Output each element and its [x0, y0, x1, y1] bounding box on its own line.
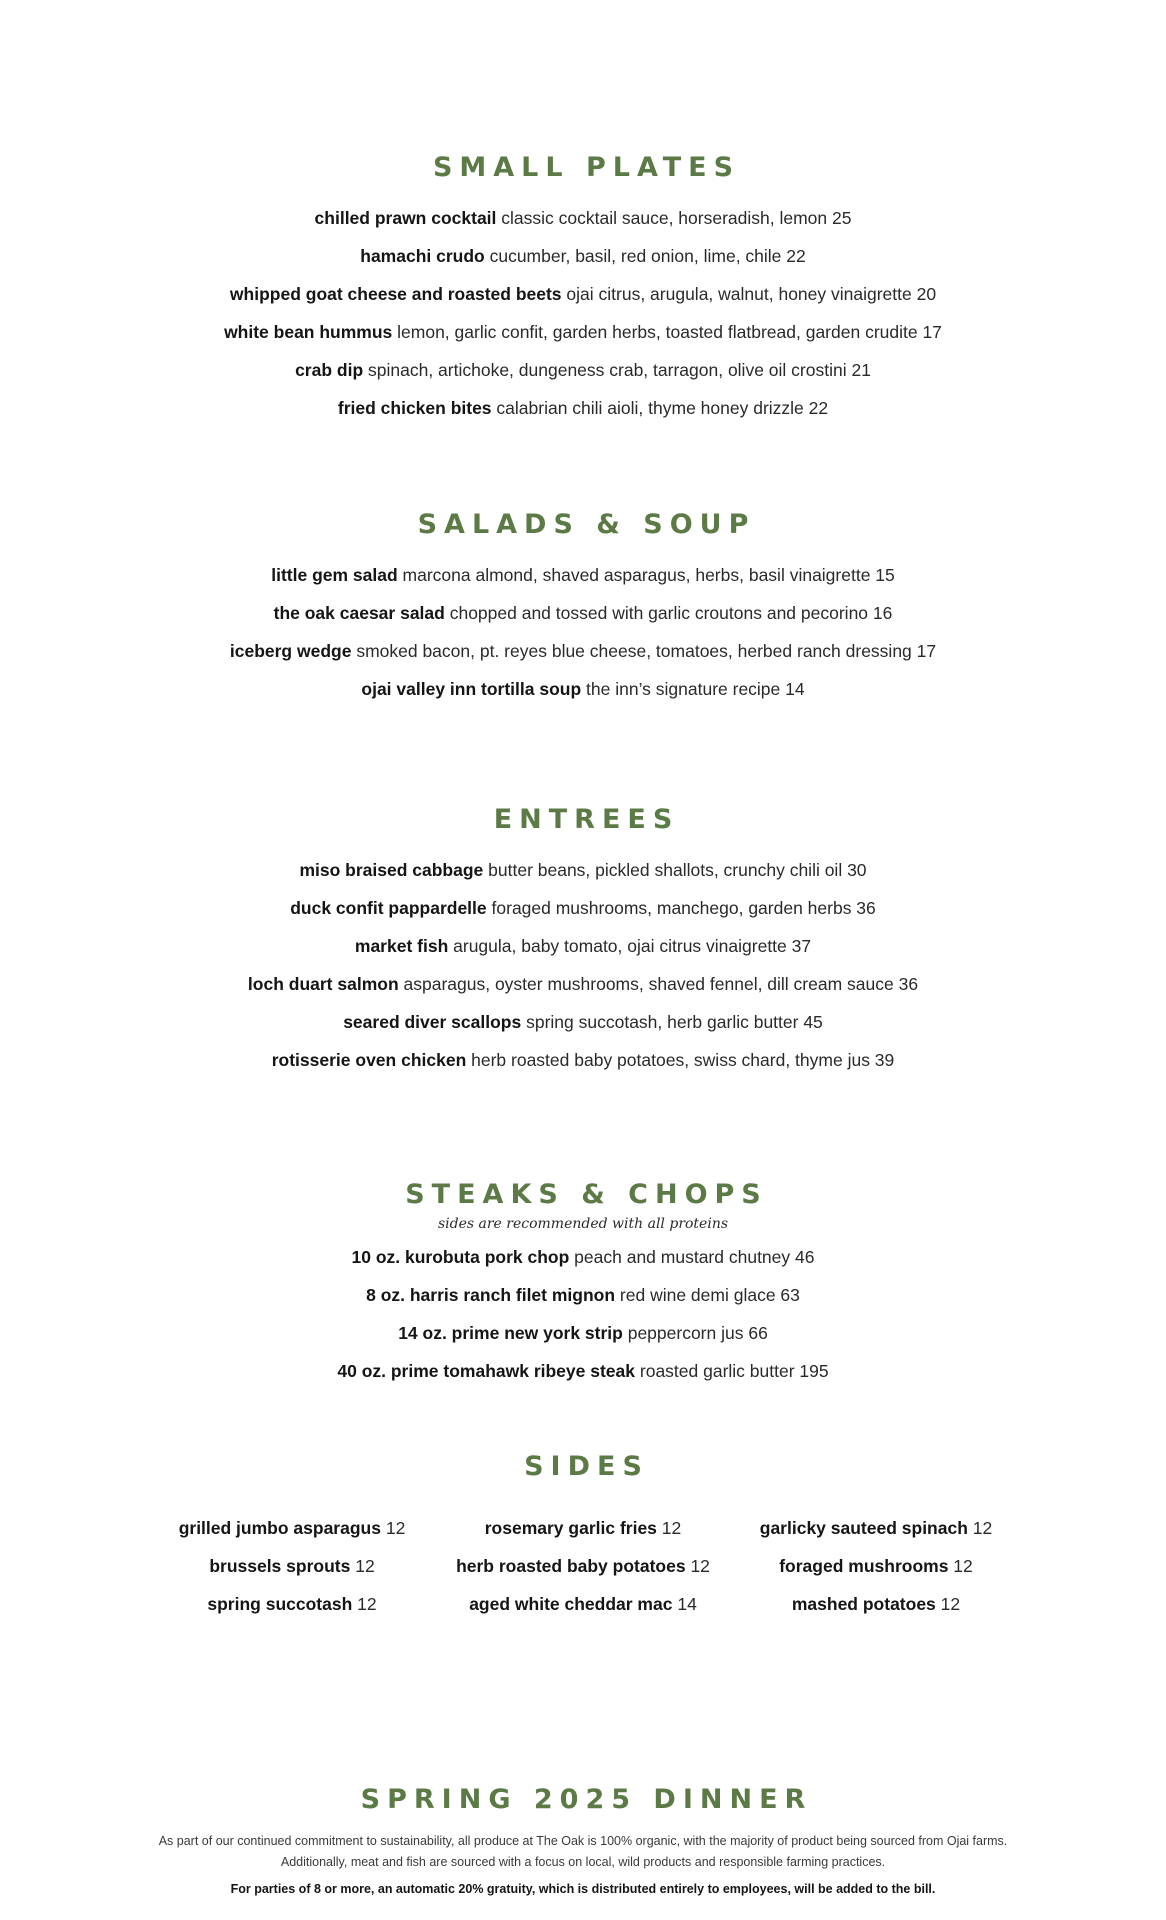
item-description: butter beans, pickled shallots, crunchy chili oil 30	[483, 860, 867, 880]
item-description: classic cocktail sauce, horseradish, lemon 25	[496, 208, 852, 228]
item-name: grilled jumbo asparagus	[178, 1518, 381, 1538]
section-steaks-chops	[0, 1178, 1166, 1390]
item-name: spring succotash	[207, 1594, 353, 1614]
item-description: arugula, baby tomato, ojai citrus vinaigrette 37	[448, 936, 812, 956]
menu-item	[0, 632, 1166, 670]
item-name: herb roasted baby potatoes	[456, 1556, 686, 1576]
item-price: 12	[380, 1518, 406, 1538]
menu-item	[0, 670, 1166, 708]
item-name: little gem salad	[271, 565, 398, 585]
menu-item	[0, 556, 1166, 594]
menu-item	[0, 594, 1166, 632]
item-price: 12	[350, 1556, 375, 1576]
item-name: 8 oz. harris ranch filet mignon	[366, 1285, 616, 1305]
section-note: sides are recommended with all proteins	[437, 1216, 729, 1232]
entrees-items	[0, 851, 1166, 1079]
item-price: 12	[948, 1556, 973, 1576]
menu-item	[0, 275, 1166, 313]
side-item	[433, 1585, 733, 1623]
item-description: marcona almond, shaved asparagus, herbs, basil vinaigrette 15	[397, 565, 895, 585]
item-description: red wine demi glace 63	[615, 1285, 800, 1305]
section-title-steaks-chops: STEAKS & CHOPS	[405, 1179, 768, 1210]
sustainability-note-line-2: Additionally, meat and fish are sourced with a focus on local, wild products and responsible farming practices.	[280, 1855, 886, 1869]
item-price: 12	[967, 1518, 993, 1538]
side-item	[726, 1585, 1026, 1623]
section-title-small-plates: SMALL PLATES	[432, 152, 741, 183]
side-item	[142, 1509, 442, 1547]
item-name: rotisserie oven chicken	[271, 1050, 467, 1070]
menu-item	[0, 237, 1166, 275]
side-item	[726, 1509, 1026, 1547]
item-name: aged white cheddar mac	[469, 1594, 673, 1614]
section-salads-soup	[0, 508, 1166, 708]
menu-item	[0, 927, 1166, 965]
sustainability-note-line-1: As part of our continued commitment to sustainability, all produce at The Oak is 100% organic, with the majority of product being sourced from Ojai farms.	[158, 1834, 1008, 1848]
item-description: roasted garlic butter 195	[635, 1361, 829, 1381]
item-name: mashed potatoes	[791, 1594, 936, 1614]
item-name: 14 oz. prime new york strip	[398, 1323, 623, 1343]
item-description: lemon, garlic confit, garden herbs, toasted flatbread, garden crudite 17	[392, 322, 942, 342]
menu-item	[0, 1238, 1166, 1276]
item-description: peppercorn jus 66	[622, 1323, 768, 1343]
item-price: 12	[352, 1594, 377, 1614]
item-name: hamachi crudo	[360, 246, 485, 266]
side-item	[433, 1547, 733, 1585]
item-description: foraged mushrooms, manchego, garden herbs 36	[486, 898, 876, 918]
menu-item	[0, 1041, 1166, 1079]
menu-item	[0, 1003, 1166, 1041]
menu-item	[0, 389, 1166, 427]
side-item	[433, 1509, 733, 1547]
menu-item	[0, 1314, 1166, 1352]
small-plates-items	[0, 199, 1166, 427]
sides-column-2	[433, 1509, 733, 1623]
item-name: white bean hummus	[224, 322, 393, 342]
item-name: 10 oz. kurobuta pork chop	[351, 1247, 570, 1267]
menu-item	[0, 851, 1166, 889]
item-description: asparagus, oyster mushrooms, shaved fennel, dill cream sauce 36	[398, 974, 919, 994]
menu-item	[0, 351, 1166, 389]
item-description: calabrian chili aioli, thyme honey drizzle 22	[491, 398, 829, 418]
section-title-salads-soup: SALADS & SOUP	[417, 509, 756, 540]
section-sides	[0, 1450, 1166, 1484]
item-name: ojai valley inn tortilla soup	[361, 679, 582, 699]
item-name: 40 oz. prime tomahawk ribeye steak	[337, 1361, 636, 1381]
item-name: rosemary garlic fries	[484, 1518, 657, 1538]
menu-item	[0, 313, 1166, 351]
menu-item	[0, 1276, 1166, 1314]
item-price: 12	[935, 1594, 961, 1614]
item-name: chilled prawn cocktail	[314, 208, 497, 228]
item-description: cucumber, basil, red onion, lime, chile 22	[484, 246, 806, 266]
item-description: ojai citrus, arugula, walnut, honey vinaigrette 20	[561, 284, 937, 304]
item-description: the inn’s signature recipe 14	[581, 679, 805, 699]
menu-item	[0, 965, 1166, 1003]
item-price: 12	[656, 1518, 682, 1538]
item-name: market fish	[354, 936, 449, 956]
item-name: whipped goat cheese and roasted beets	[229, 284, 562, 304]
item-description: peach and mustard chutney 46	[569, 1247, 815, 1267]
item-price: 12	[685, 1556, 710, 1576]
sides-column-1	[142, 1509, 442, 1623]
item-name: iceberg wedge	[229, 641, 352, 661]
section-small-plates	[0, 151, 1166, 427]
menu-item	[0, 1352, 1166, 1390]
footer	[0, 1783, 1166, 1817]
salads-soup-items	[0, 556, 1166, 708]
menu-item	[0, 199, 1166, 237]
section-title-entrees: ENTREES	[493, 804, 680, 835]
steaks-chops-items	[0, 1238, 1166, 1390]
side-item	[142, 1585, 442, 1623]
menu-item	[0, 889, 1166, 927]
item-description: chopped and tossed with garlic croutons and pecorino 16	[444, 603, 893, 623]
sides-column-3	[726, 1509, 1026, 1623]
item-name: fried chicken bites	[337, 398, 492, 418]
item-name: loch duart salmon	[247, 974, 399, 994]
side-item	[142, 1547, 442, 1585]
side-item	[726, 1547, 1026, 1585]
item-description: herb roasted baby potatoes, swiss chard, thyme jus 39	[466, 1050, 895, 1070]
item-description: spring succotash, herb garlic butter 45	[521, 1012, 823, 1032]
item-name: the oak caesar salad	[273, 603, 445, 623]
item-name: seared diver scallops	[343, 1012, 522, 1032]
item-name: garlicky sauteed spinach	[759, 1518, 968, 1538]
item-description: spinach, artichoke, dungeness crab, tarragon, olive oil crostini 21	[363, 360, 871, 380]
item-name: foraged mushrooms	[779, 1556, 949, 1576]
item-name: miso braised cabbage	[299, 860, 484, 880]
section-title-sides: SIDES	[524, 1451, 649, 1482]
section-entrees	[0, 803, 1166, 1079]
menu-season-title: SPRING 2025 DINNER	[360, 1784, 813, 1815]
item-name: duck confit pappardelle	[290, 898, 487, 918]
item-name: brussels sprouts	[209, 1556, 351, 1576]
item-name: crab dip	[295, 360, 364, 380]
item-price: 14	[672, 1594, 697, 1614]
item-description: smoked bacon, pt. reyes blue cheese, tomatoes, herbed ranch dressing 17	[351, 641, 937, 661]
gratuity-note: For parties of 8 or more, an automatic 20% gratuity, which is distributed entirely to employees, will be added to the bill.	[230, 1882, 936, 1896]
